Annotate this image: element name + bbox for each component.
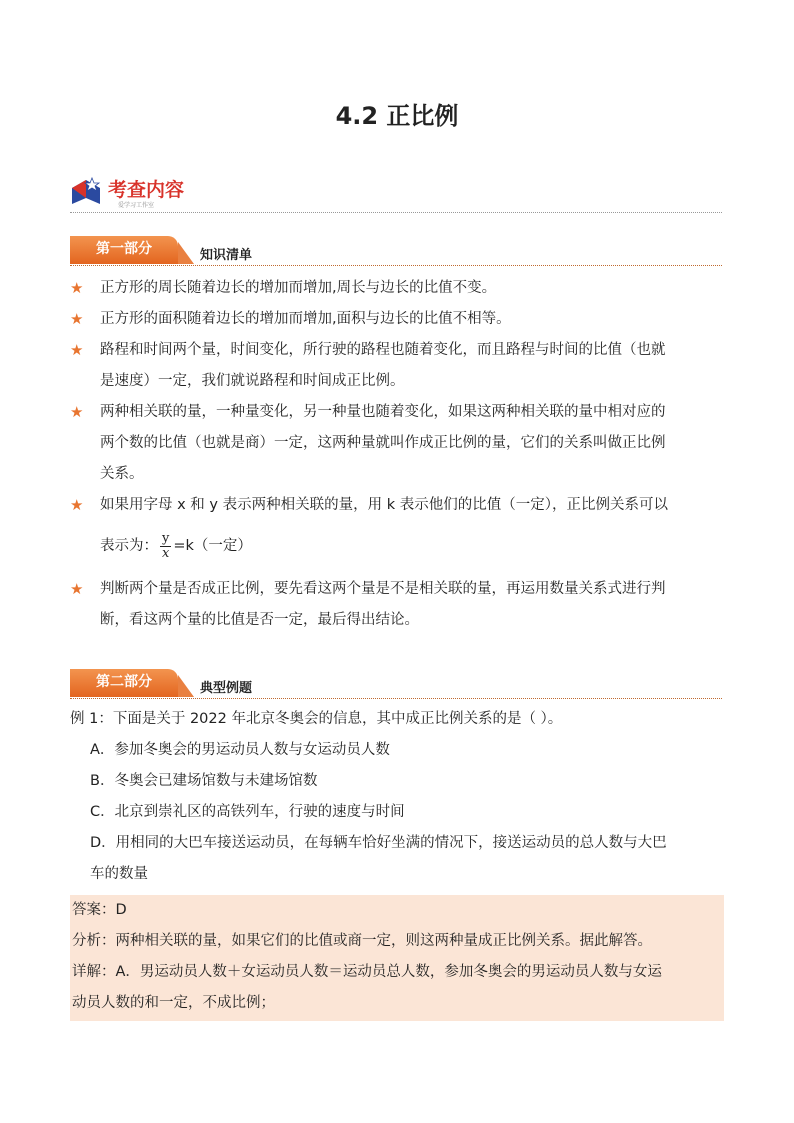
section-title-part1: 知识清单 — [200, 248, 253, 263]
option-d: D．用相同的大巴车接送运动员，在每辆车恰好坐满的情况下，接送运动员的总人数与大巴 — [90, 835, 667, 851]
item-line: 两个数的比值（也就是商）一定，这两种量就叫作成正比例的量，它们的关系叫做正比例 — [100, 435, 666, 451]
exam-content-logo — [70, 170, 210, 210]
formula-prefix: 表示为： — [100, 538, 158, 554]
star-bullet-icon: ★ — [70, 496, 84, 514]
detail-line: 详解：A．男运动员人数＋女运动员人数＝运动员总人数，参加冬奥会的男运动员人数与女运 — [72, 964, 662, 980]
page-title: 4.2 正比例 — [335, 102, 459, 130]
fraction-numerator: y — [162, 530, 170, 546]
option-a: A．参加冬奥会的男运动员人数与女运动员人数 — [90, 742, 390, 758]
item-line: 正方形的面积随着边长的增加而增加,面积与边长的比值不相等。 — [100, 311, 511, 327]
item-line: 正方形的周长随着边长的增加而增加,周长与边长的比值不变。 — [100, 280, 497, 296]
section-title-part2: 典型例题 — [200, 681, 253, 696]
item-line: 判断两个量是否成正比例，要先看这两个量是不是相关联的量，再运用数量关系式进行判 — [100, 581, 666, 597]
item-line: 路程和时间两个量，时间变化，所行驶的路程也随着变化，而且路程与时间的比值（也就 — [100, 342, 666, 358]
section-header-part1 — [70, 236, 722, 266]
answer-line: 答案：D — [72, 902, 127, 918]
book-star-icon — [70, 174, 104, 208]
option-d-continued: 车的数量 — [90, 866, 148, 882]
fraction-y-over-x — [160, 532, 171, 561]
option-b: B．冬奥会已建场馆数与未建场馆数 — [90, 773, 318, 789]
section-divider — [70, 265, 722, 266]
item-line: 断，看这两个量的比值是否一定，最后得出结论。 — [100, 612, 419, 628]
option-c: C．北京到崇礼区的高铁列车，行驶的速度与时间 — [90, 804, 405, 820]
star-bullet-icon: ★ — [70, 310, 84, 328]
example-question: 例 1：下面是关于 2022 年北京冬奥会的信息，其中成正比例关系的是（ ）。 — [70, 711, 563, 727]
fraction-denominator: x — [162, 545, 170, 561]
star-bullet-icon: ★ — [70, 341, 84, 359]
section-header-part2 — [70, 669, 722, 699]
section-tab-part2: 第二部分 — [70, 669, 178, 697]
section-tab-part1: 第一部分 — [70, 236, 178, 264]
item-line: 是速度）一定，我们就说路程和时间成正比例。 — [100, 373, 405, 389]
logo-subtitle: 爱学习工作室 — [118, 202, 155, 209]
detail-line: 动员人数的和一定，不成比例； — [72, 995, 275, 1011]
star-bullet-icon: ★ — [70, 279, 84, 297]
star-bullet-icon: ★ — [70, 403, 84, 421]
item-line: 如果用字母 x 和 y 表示两种相关联的量，用 k 表示他们的比值（一定），正比例关系可以 — [100, 497, 668, 513]
formula-suffix: =k（一定） — [173, 538, 252, 554]
item-line: 关系。 — [100, 466, 144, 482]
item-line: 两种相关联的量，一种量变化，另一种量也随着变化，如果这两种相关联的量中相对应的 — [100, 404, 666, 420]
analysis-line: 分析：两种相关联的量，如果它们的比值或商一定，则这两种量成正比例关系。据此解答。 — [72, 933, 652, 949]
star-bullet-icon: ★ — [70, 580, 84, 598]
formula-line — [100, 531, 722, 561]
header-divider — [70, 212, 722, 213]
logo-title: 考查内容 — [108, 179, 185, 201]
section-divider — [70, 698, 722, 699]
